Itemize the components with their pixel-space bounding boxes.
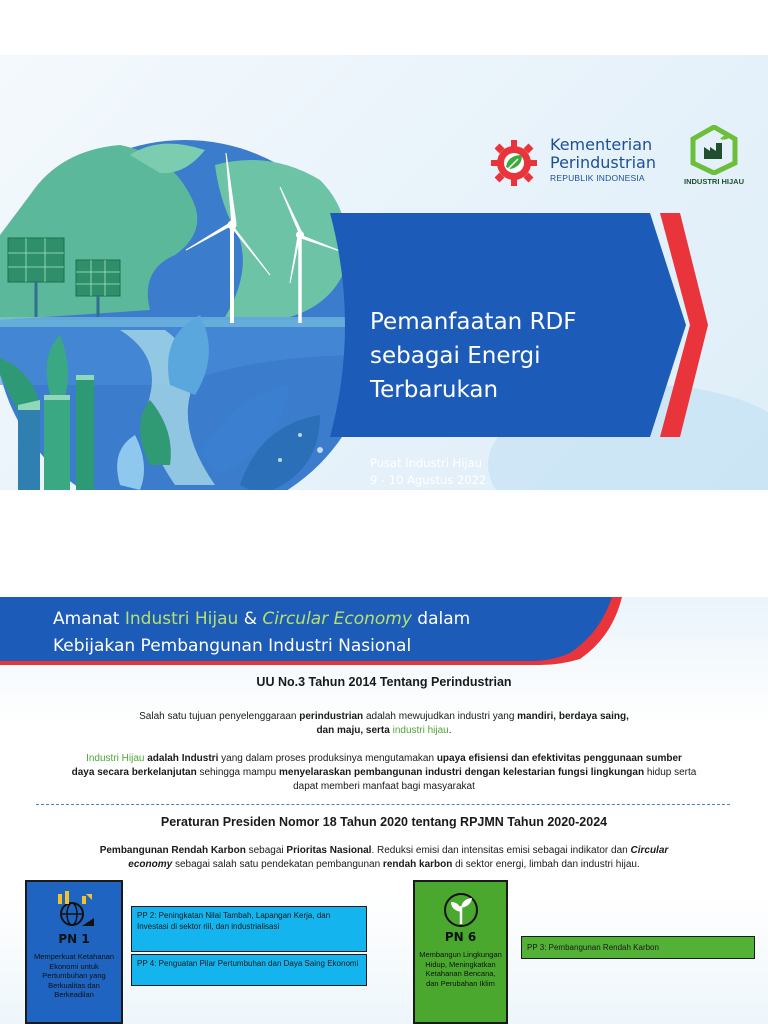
paragraph-industri-hijau-definition: Industri Hijau adalah Industri yang dalam proses produksinya mengutamakan upaya efisiensi dan efektivitas penggunaan sumber daya secara berkelanjutan sehingga mampu menyelaraskan pembangunan industri dengan kelestarian fungsi lingkungan hidup serta dapat memberi manfaat bagi masyarakat <box>71 753 697 792</box>
title-line-2: Kebijakan Pembangunan Industri Nasional <box>53 636 412 656</box>
plant-earth-icon <box>441 890 481 928</box>
gear-leaf-icon <box>488 137 540 189</box>
title-line-3: Terbarukan <box>370 377 499 403</box>
title-slide <box>0 55 768 490</box>
pn1-card <box>25 880 123 1024</box>
kemenperin-logo <box>488 135 658 191</box>
section-divider <box>36 804 730 805</box>
title-line-2: sebagai Energi <box>370 343 541 369</box>
industri-hijau-logo <box>682 125 746 191</box>
paragraph-low-carbon: Pembangunan Rendah Karbon sebagai Prioritas Nasional. Reduksi emisi dan intensitas emisi sebagai indikator dan Circular economy sebagai salah satu pendekatan pembangunan rendah karbon di sektor energi, limbah dan industri hijau. <box>99 845 669 870</box>
pn6-code: PN 6 <box>444 930 477 944</box>
pn1-code: PN 1 <box>58 932 90 946</box>
presentation-title <box>370 305 670 407</box>
logo-ministry-line1: Kementerian <box>550 135 653 154</box>
pn6-description: Membangun Lingkungan Hidup, Meningkatkan Ketahanan Bencana, dan Perubahan Iklim <box>419 950 502 988</box>
globe-growth-icon <box>52 890 96 930</box>
green-factory-hexagon-icon <box>690 125 738 175</box>
presentation-date: 9 - 10 Agustus 2022 <box>370 473 487 487</box>
hero-illustration <box>0 55 768 490</box>
logo-ministry-line3: REPUBLIK INDONESIA <box>550 173 645 183</box>
pp3-box: PP 3: Pembangunan Rendah Karbon <box>521 936 755 959</box>
pp2-box: PP 2: Peningkatan Nilai Tambah, Lapangan Kerja, dan Investasi di sektor riil, dan industrialisasi <box>131 906 367 952</box>
pn1-description: Memperkuat Ketahanan Ekonomi untuk Pertumbuhan yang Berkualitas dan Berkeadilan <box>33 952 115 999</box>
title-highlight-industri-hijau: Industri Hijau <box>124 609 239 629</box>
logo-ministry-line2: Perindustrian <box>550 153 656 172</box>
perpres-heading: Peraturan Presiden Nomor 18 Tahun 2020 tentang RPJMN Tahun 2020-2024 <box>160 815 608 829</box>
pp4-box: PP 4: Penguatan Pilar Pertumbuhan dan Daya Saing Ekonomi <box>131 954 367 986</box>
slide-title: Amanat Industri Hijau & Circular Economy dalam Kebijakan Pembangunan Industri Nasional <box>53 606 613 660</box>
title-highlight-circular-economy: Circular Economy <box>262 609 412 629</box>
uu-heading: UU No.3 Tahun 2014 Tentang Perindustrian <box>256 675 512 689</box>
policy-slide <box>0 597 768 1024</box>
title-line-1: Pemanfaatan RDF <box>370 309 577 335</box>
paragraph-uu-goal: Salah satu tujuan penyelenggaraan perindustrian adalah mewujudkan industri yang mandiri, berdaya saing, dan maju, serta industri hijau. <box>139 711 629 736</box>
presenter-org: Pusat Industri Hijau <box>370 456 482 470</box>
logo-industri-hijau-label: INDUSTRI HIJAU <box>683 177 744 186</box>
pn6-card <box>413 880 508 1024</box>
presentation-subtitle <box>370 455 630 489</box>
